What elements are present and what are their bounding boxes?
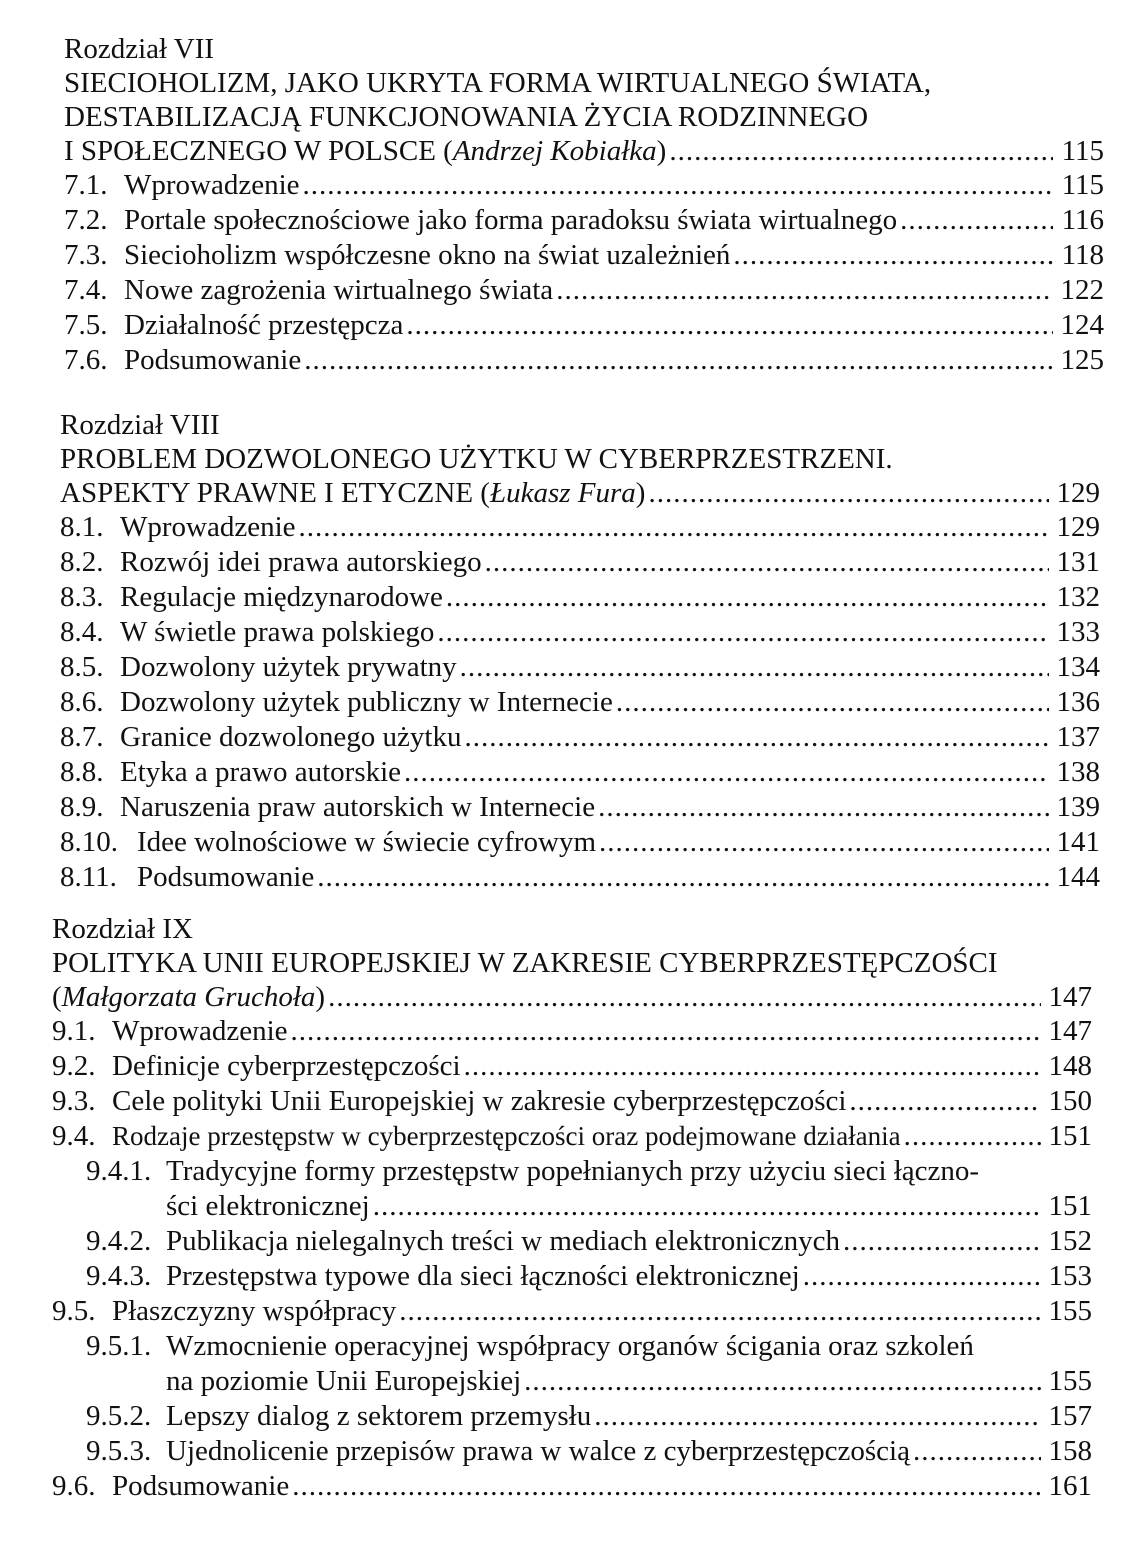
section-title: Tradycyjne formy przestępstw popełnianych przy użyciu sieci łączno- — [166, 1155, 980, 1187]
section-number: 8.4. — [60, 616, 104, 648]
section-number: 7.6. — [64, 344, 108, 376]
toc-entry — [52, 1224, 1092, 1259]
section-number: 9.4.3. — [86, 1260, 152, 1292]
dot-leader — [299, 510, 1049, 545]
page-number: 129 — [1056, 477, 1100, 509]
chapter-title-line: SIECIOHOLIZM, JAKO UKRYTA FORMA WIRTUALNEGO ŚWIATA, — [64, 67, 932, 99]
section-number: 8.5. — [60, 651, 104, 683]
toc-entry — [60, 860, 1100, 895]
chapter-author: Łukasz Fura — [489, 477, 636, 509]
section-number: 8.9. — [60, 791, 104, 823]
dot-leader — [373, 1189, 1041, 1224]
section-title: Rodzaje przestępstw w cyberprzestępczości oraz podejmowane działania — [112, 1121, 901, 1151]
page-number: 131 — [1056, 546, 1100, 578]
section-title: Rozwój idei prawa autorskiego — [120, 546, 482, 578]
page-number: 136 — [1056, 686, 1100, 718]
section-number: 9.6. — [52, 1470, 96, 1502]
section-title: Ujednolicenie przepisów prawa w walce z cyberprzestępczością — [166, 1435, 910, 1467]
toc-entry-continuation — [52, 1364, 1092, 1399]
dot-leader — [904, 1119, 1041, 1154]
dot-leader — [900, 203, 1053, 238]
dot-leader — [599, 825, 1049, 860]
page-number: 116 — [1061, 204, 1104, 236]
page-number: 150 — [1048, 1085, 1092, 1117]
toc-entry — [52, 1049, 1092, 1084]
section-title: Podsumowanie — [124, 344, 302, 376]
chapter-title-text: ( — [52, 981, 62, 1013]
section-title: Płaszczyzny współpracy — [112, 1295, 397, 1327]
toc-entry — [52, 1329, 1092, 1364]
section-title: Działalność przestępcza — [124, 309, 404, 341]
section-title-continuation: na poziomie Unii Europejskiej — [166, 1365, 522, 1397]
dot-leader — [849, 1084, 1041, 1119]
section-number: 7.4. — [64, 274, 108, 306]
toc-entry — [52, 1154, 1092, 1189]
toc-entry — [64, 308, 1104, 343]
page-number: 132 — [1056, 581, 1100, 613]
toc-entry — [60, 825, 1100, 860]
toc-entry — [52, 1399, 1092, 1434]
page-number: 144 — [1056, 861, 1100, 893]
chapter-label: Rozdział IX — [52, 913, 193, 945]
chapter-vii — [64, 32, 1104, 378]
section-title: Lepszy dialog z sektorem przemysłu — [166, 1400, 592, 1432]
toc-entry — [60, 650, 1100, 685]
dot-leader — [464, 720, 1049, 755]
section-number: 7.3. — [64, 239, 108, 271]
chapter-title-line: DESTABILIZACJĄ FUNKCJONOWANIA ŻYCIA RODZINNEGO — [64, 101, 869, 133]
dot-leader — [292, 1469, 1041, 1504]
toc-entry — [52, 1084, 1092, 1119]
section-number: 8.7. — [60, 721, 104, 753]
section-number: 8.2. — [60, 546, 104, 578]
chapter-title-close: ) — [635, 477, 646, 509]
page-number: 151 — [1048, 1190, 1092, 1222]
toc-entry — [64, 343, 1104, 378]
page-number: 152 — [1048, 1225, 1092, 1257]
dot-leader — [291, 1014, 1041, 1049]
section-title: Dozwolony użytek prywatny — [120, 651, 457, 683]
section-number: 9.1. — [52, 1015, 96, 1047]
section-title: Idee wolnościowe w świecie cyfrowym — [137, 826, 597, 858]
toc-entry — [52, 1119, 1092, 1154]
dot-leader — [598, 790, 1049, 825]
page-number: 125 — [1060, 344, 1104, 376]
chapter-title-line: PROBLEM DOZWOLONEGO UŻYTKU W CYBERPRZESTRZENI. — [60, 443, 893, 475]
section-title: W świetle prawa polskiego — [120, 616, 435, 648]
chapter-title-line: POLITYKA UNII EUROPEJSKIEJ W ZAKRESIE CYBERPRZESTĘPCZOŚCI — [52, 947, 998, 979]
section-title: Nowe zagrożenia wirtualnego świata — [124, 274, 554, 306]
section-number: 9.5.2. — [86, 1400, 152, 1432]
toc-entry — [60, 615, 1100, 650]
section-number: 9.2. — [52, 1050, 96, 1082]
dot-leader — [328, 980, 1041, 1014]
page-number: 155 — [1048, 1365, 1092, 1397]
section-number: 8.6. — [60, 686, 104, 718]
chapter-label: Rozdział VII — [64, 33, 215, 65]
section-number: 8.10. — [60, 826, 118, 858]
page-number: 115 — [1061, 135, 1104, 167]
page-number: 115 — [1061, 169, 1104, 201]
dot-leader — [616, 685, 1049, 720]
dot-leader — [437, 615, 1049, 650]
section-number: 9.4.2. — [86, 1225, 152, 1257]
chapter-title-close: ) — [315, 981, 326, 1013]
page-number: 155 — [1048, 1295, 1092, 1327]
page-number: 153 — [1048, 1260, 1092, 1292]
section-number: 9.3. — [52, 1085, 96, 1117]
chapter-title-close: ) — [656, 135, 667, 167]
page-number: 139 — [1056, 791, 1100, 823]
toc-entry — [64, 273, 1104, 308]
chapter-title-text: ASPEKTY PRAWNE I ETYCZNE ( — [60, 477, 490, 509]
section-title: Publikacja nielegalnych treści w mediach elektronicznych — [166, 1225, 840, 1257]
toc-entry — [60, 790, 1100, 825]
toc-entry — [52, 1469, 1092, 1504]
chapter-author: Małgorzata Gruchoła — [61, 981, 316, 1013]
toc-entry — [64, 203, 1104, 238]
page-number: 134 — [1056, 651, 1100, 683]
section-number: 9.5.1. — [86, 1330, 152, 1362]
page-number: 138 — [1056, 756, 1100, 788]
section-title: Podsumowanie — [112, 1470, 290, 1502]
page-number: 122 — [1060, 274, 1104, 306]
chapter-author: Andrzej Kobiałka — [452, 135, 657, 167]
dot-leader — [843, 1224, 1041, 1259]
dot-leader — [803, 1259, 1041, 1294]
section-number: 8.8. — [60, 756, 104, 788]
toc-entry-continuation — [52, 1189, 1092, 1224]
section-title: Dozwolony użytek publiczny w Internecie — [120, 686, 613, 718]
section-number: 7.1. — [64, 169, 108, 201]
section-number: 9.4. — [52, 1120, 96, 1152]
toc-entry — [60, 685, 1100, 720]
dot-leader — [404, 755, 1049, 790]
page-number: 137 — [1056, 721, 1100, 753]
toc-entry — [52, 1014, 1092, 1049]
chapter-title-text: I SPOŁECZNEGO W POLSCE ( — [64, 135, 453, 167]
section-title: Podsumowanie — [137, 861, 315, 893]
page-number: 147 — [1048, 1015, 1092, 1047]
section-title: Wprowadzenie — [112, 1015, 288, 1047]
section-title: Granice dozwolonego użytku — [120, 721, 462, 753]
dot-leader — [304, 343, 1053, 378]
chapter-viii — [60, 408, 1100, 895]
page-number: 158 — [1048, 1435, 1092, 1467]
dot-leader — [485, 545, 1049, 580]
chapter-ix — [52, 912, 1092, 1504]
dot-leader — [648, 476, 1049, 510]
chapter-title-last-line — [64, 134, 1104, 168]
dot-leader — [669, 134, 1053, 168]
page-number: 148 — [1048, 1050, 1092, 1082]
toc-entry — [60, 755, 1100, 790]
section-title-continuation: ści elektronicznej — [166, 1190, 370, 1222]
section-number: 7.2. — [64, 204, 108, 236]
page-number: 147 — [1048, 981, 1092, 1013]
section-number: 7.5. — [64, 309, 108, 341]
page-number: 124 — [1060, 309, 1104, 341]
dot-leader — [406, 308, 1053, 343]
page-number: 141 — [1056, 826, 1100, 858]
section-number: 9.5.3. — [86, 1435, 152, 1467]
toc-entry — [64, 238, 1104, 273]
dot-leader — [556, 273, 1053, 308]
dot-leader — [913, 1434, 1041, 1469]
section-number: 8.11. — [60, 861, 117, 893]
section-title: Definicje cyberprzestępczości — [112, 1050, 461, 1082]
dot-leader — [464, 1049, 1041, 1084]
section-title: Etyka a prawo autorskie — [120, 756, 402, 788]
page-number: 129 — [1056, 511, 1100, 543]
chapter-label: Rozdział VIII — [60, 409, 220, 441]
section-title: Regulacje międzynarodowe — [120, 581, 443, 613]
page-number: 161 — [1048, 1470, 1092, 1502]
dot-leader — [733, 238, 1053, 273]
section-number: 9.5. — [52, 1295, 96, 1327]
toc-entry — [60, 510, 1100, 545]
section-number: 8.3. — [60, 581, 104, 613]
dot-leader — [524, 1364, 1041, 1399]
toc-entry — [52, 1259, 1092, 1294]
page-number: 157 — [1048, 1400, 1092, 1432]
chapter-title-last-line — [52, 980, 1092, 1014]
section-title: Wprowadzenie — [124, 169, 300, 201]
page-number: 133 — [1056, 616, 1100, 648]
dot-leader — [303, 168, 1053, 203]
toc-entry — [52, 1294, 1092, 1329]
section-title: Wprowadzenie — [120, 511, 296, 543]
toc-entry — [64, 168, 1104, 203]
toc-entry — [60, 545, 1100, 580]
page-number: 118 — [1061, 239, 1104, 271]
toc-entry — [60, 720, 1100, 755]
section-title: Portale społecznościowe jako forma paradoksu świata wirtualnego — [124, 204, 898, 236]
section-title: Wzmocnienie operacyjnej współpracy organów ścigania oraz szkoleń — [166, 1330, 974, 1362]
section-number: 9.4.1. — [86, 1155, 152, 1187]
section-title: Przestępstwa typowe dla sieci łączności elektronicznej — [166, 1260, 800, 1292]
chapter-title-last-line — [60, 476, 1100, 510]
section-title: Cele polityki Unii Europejskiej w zakresie cyberprzestępczości — [112, 1085, 847, 1117]
dot-leader — [460, 650, 1049, 685]
section-number: 8.1. — [60, 511, 104, 543]
dot-leader — [399, 1294, 1041, 1329]
toc-entry — [60, 580, 1100, 615]
section-title: Siecioholizm współczesne okno na świat uzależnień — [124, 239, 731, 271]
page-number: 151 — [1048, 1120, 1092, 1152]
dot-leader — [594, 1399, 1041, 1434]
section-title: Naruszenia praw autorskich w Internecie — [120, 791, 596, 823]
toc-entry — [52, 1434, 1092, 1469]
dot-leader — [317, 860, 1049, 895]
dot-leader — [446, 580, 1049, 615]
